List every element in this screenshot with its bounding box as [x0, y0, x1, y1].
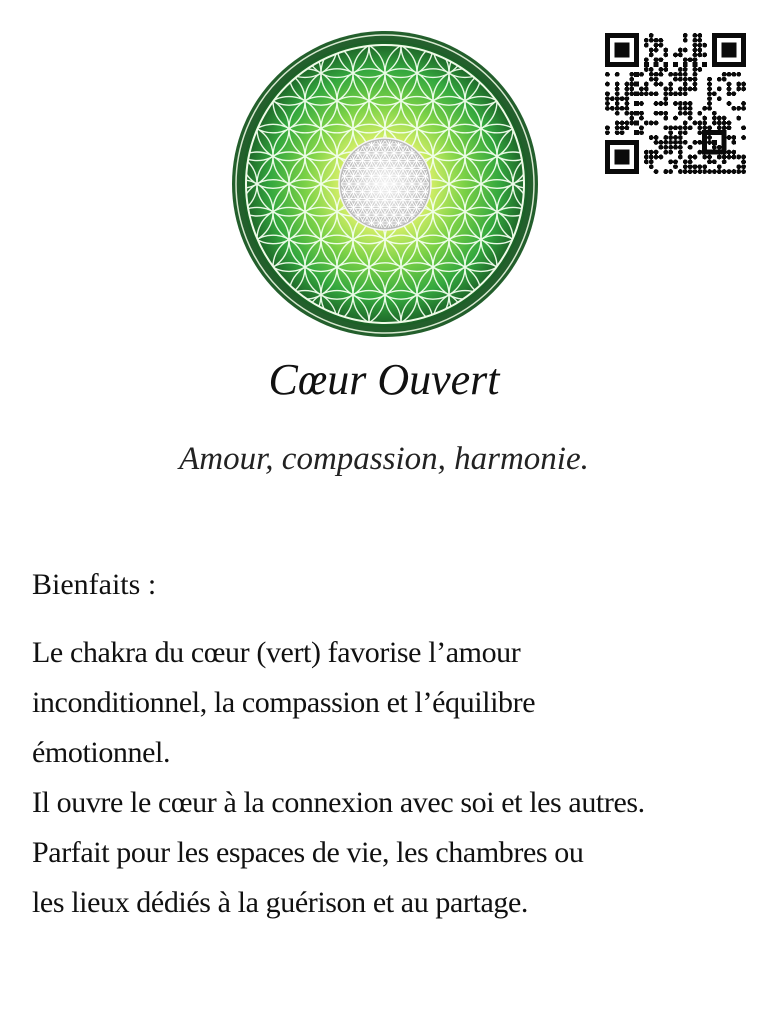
body-line: les lieux dédiés à la guérison et au partage. [32, 886, 528, 919]
body-line: inconditionnel, la compassion et l’équilibre [32, 686, 536, 719]
qr-code-icon [605, 33, 746, 174]
body-line: Le chakra du cœur (vert) favorise l’amour [32, 636, 521, 669]
card-subtitle: Amour, compassion, harmonie. [179, 441, 589, 477]
benefits-description [32, 628, 752, 928]
flower-of-life-mandala-icon [232, 31, 538, 337]
body-line: émotionnel. [32, 736, 171, 769]
card-title: Cœur Ouvert [268, 355, 500, 404]
benefits-heading [32, 565, 156, 605]
benefits-heading-label: Bienfaits [32, 568, 141, 601]
body-line: Parfait pour les espaces de vie, les chambres ou [32, 836, 584, 869]
body-line: Il ouvre le cœur à la connexion avec soi et les autres. [32, 786, 645, 819]
benefits-heading-colon: : [140, 568, 157, 601]
